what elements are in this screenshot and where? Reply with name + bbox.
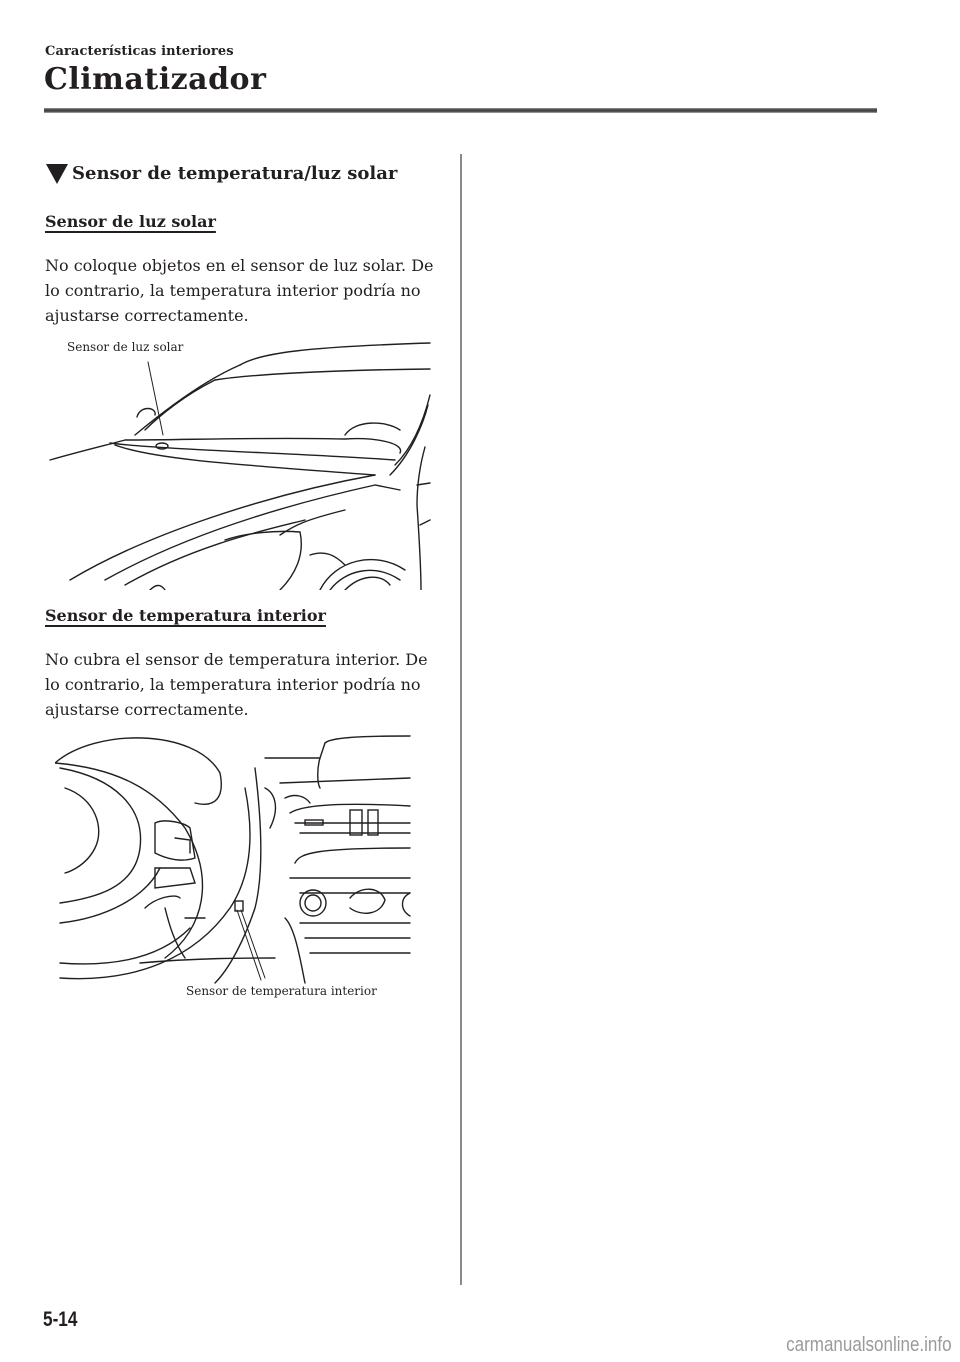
callout-sun-sensor: Sensor de luz solar <box>67 340 184 354</box>
figure-interior-temp-sensor <box>55 728 435 988</box>
watermark: carmanualsonline.info <box>786 1334 952 1356</box>
section-label: Características interiores <box>45 44 234 59</box>
callout-interior-temp-sensor: Sensor de temperatura interior <box>186 984 377 998</box>
topic-heading-sun-sensor: Sensor de luz solar <box>45 212 216 231</box>
subsection-heading <box>46 162 397 184</box>
column-divider <box>460 154 462 1285</box>
figure-sun-sensor <box>45 335 435 590</box>
chapter-title: Climatizador <box>44 62 267 97</box>
topic-body-interior-temp-sensor: No cubra el sensor de temperatura interior. De lo contrario, la temperatura interior podría no ajustarse correctamente. <box>45 650 428 719</box>
header-rule <box>44 108 877 113</box>
page-number: 5-14 <box>43 1308 78 1331</box>
topic-body-sun-sensor: No coloque objetos en el sensor de luz solar. De lo contrario, la temperatura interior podría no ajustarse correctamente. <box>45 256 434 325</box>
topic-heading-interior-temp-sensor: Sensor de temperatura interior <box>45 606 326 625</box>
subsection-title: Sensor de temperatura/luz solar <box>72 162 398 184</box>
triangle-down-icon <box>46 164 68 184</box>
